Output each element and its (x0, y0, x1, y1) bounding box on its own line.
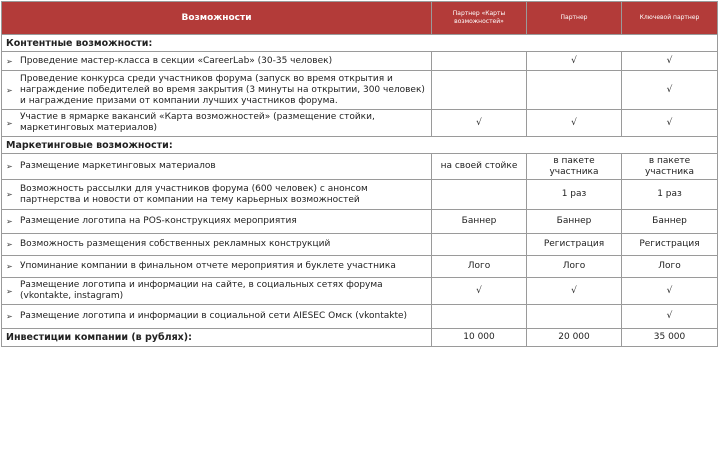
value-partner: Баннер (527, 210, 622, 234)
table-row (2, 256, 718, 278)
row-label-cell: ➢ Размещение логотипа и информации в социальной сети AIESEC Омск (vkontakte) (2, 305, 432, 329)
value-map-partner (432, 71, 527, 110)
row-label-cell: ➢ Размещение маркетинговых материалов (2, 154, 432, 180)
value-key-partner: √ (622, 71, 718, 110)
investment-key-partner: 35 000 (622, 329, 718, 347)
value-map-partner: √ (432, 278, 527, 305)
header-opportunities: Возможности (2, 2, 432, 35)
value-key-partner: Регистрация (622, 234, 718, 256)
value-map-partner (432, 234, 527, 256)
row-label-cell: ➢ Размещение логотипа и информации на сайте, в социальных сетях форума (vkontakte, instagram) (2, 278, 432, 305)
value-map-partner (432, 52, 527, 71)
table-row (2, 305, 718, 329)
value-key-partner: Лого (622, 256, 718, 278)
value-key-partner: 1 раз (622, 180, 718, 210)
value-partner: 1 раз (527, 180, 622, 210)
sponsorship-table (1, 1, 718, 347)
row-label-cell: ➢ Участие в ярмарке вакансий «Карта возможностей» (размещение стойки, маркетинговых материалов) (2, 110, 432, 137)
header-key-partner: Ключевой партнер (622, 2, 718, 35)
section-row (2, 35, 718, 52)
investment-map-partner: 10 000 (432, 329, 527, 347)
row-label-cell: ➢ Возможность рассылки для участников форума (600 человек) с анонсом партнерства и новости от компании на тему карьерных возможностей (2, 180, 432, 210)
value-partner: √ (527, 278, 622, 305)
row-label-cell: ➢ Проведение конкурса среди участников форума (запуск во время открытия и награждение победителей во время закрытия (3 минуты на открытии, 300 человек) и награждение призами от компании лучших участников форума. (2, 71, 432, 110)
value-map-partner (432, 180, 527, 210)
arrow-bullet-icon: ➢ (6, 85, 13, 95)
value-key-partner: √ (622, 52, 718, 71)
arrow-bullet-icon: ➢ (6, 118, 13, 128)
arrow-bullet-icon: ➢ (6, 56, 13, 66)
row-label-cell: ➢ Проведение мастер-класса в секции «CareerLab» (30-35 человек) (2, 52, 432, 71)
investment-row (2, 329, 718, 347)
arrow-bullet-icon: ➢ (6, 162, 13, 171)
section-marketing-title: Маркетинговые возможности: (2, 137, 718, 154)
value-map-partner: Баннер (432, 210, 527, 234)
table-row (2, 110, 718, 137)
arrow-bullet-icon: ➢ (6, 240, 13, 249)
value-partner: √ (527, 52, 622, 71)
value-map-partner: на своей стойке (432, 154, 527, 180)
row-label-cell: ➢ Упоминание компании в финальном отчете мероприятия и буклете участника (2, 256, 432, 278)
header-partner: Партнер (527, 2, 622, 35)
header-map-partner: Партнер «Карты возможностей» (432, 2, 527, 35)
value-map-partner: Лого (432, 256, 527, 278)
value-partner: Лого (527, 256, 622, 278)
value-partner: в пакете участника (527, 154, 622, 180)
table-row (2, 210, 718, 234)
value-map-partner (432, 305, 527, 329)
table-row (2, 278, 718, 305)
table-row (2, 154, 718, 180)
value-key-partner: √ (622, 278, 718, 305)
investment-label: Инвестиции компании (в рублях): (2, 329, 432, 347)
value-key-partner: Баннер (622, 210, 718, 234)
row-label-cell: ➢ Возможность размещения собственных рекламных конструкций (2, 234, 432, 256)
value-partner (527, 71, 622, 110)
value-key-partner: √ (622, 305, 718, 329)
table-row (2, 52, 718, 71)
row-label-cell: ➢ Размещение логотипа на POS-конструкциях мероприятия (2, 210, 432, 234)
sponsorship-table-wrapper (1, 1, 717, 347)
arrow-bullet-icon: ➢ (6, 286, 13, 296)
section-row (2, 137, 718, 154)
value-key-partner: √ (622, 110, 718, 137)
value-partner: √ (527, 110, 622, 137)
value-partner (527, 305, 622, 329)
investment-partner: 20 000 (527, 329, 622, 347)
table-header-row (2, 2, 718, 35)
value-partner: Регистрация (527, 234, 622, 256)
value-key-partner: в пакете участника (622, 154, 718, 180)
arrow-bullet-icon: ➢ (6, 262, 13, 271)
arrow-bullet-icon: ➢ (6, 217, 13, 226)
arrow-bullet-icon: ➢ (6, 312, 13, 321)
arrow-bullet-icon: ➢ (6, 190, 13, 199)
table-row (2, 180, 718, 210)
value-map-partner: √ (432, 110, 527, 137)
table-row (2, 71, 718, 110)
table-row (2, 234, 718, 256)
section-content-title: Контентные возможности: (2, 35, 718, 52)
